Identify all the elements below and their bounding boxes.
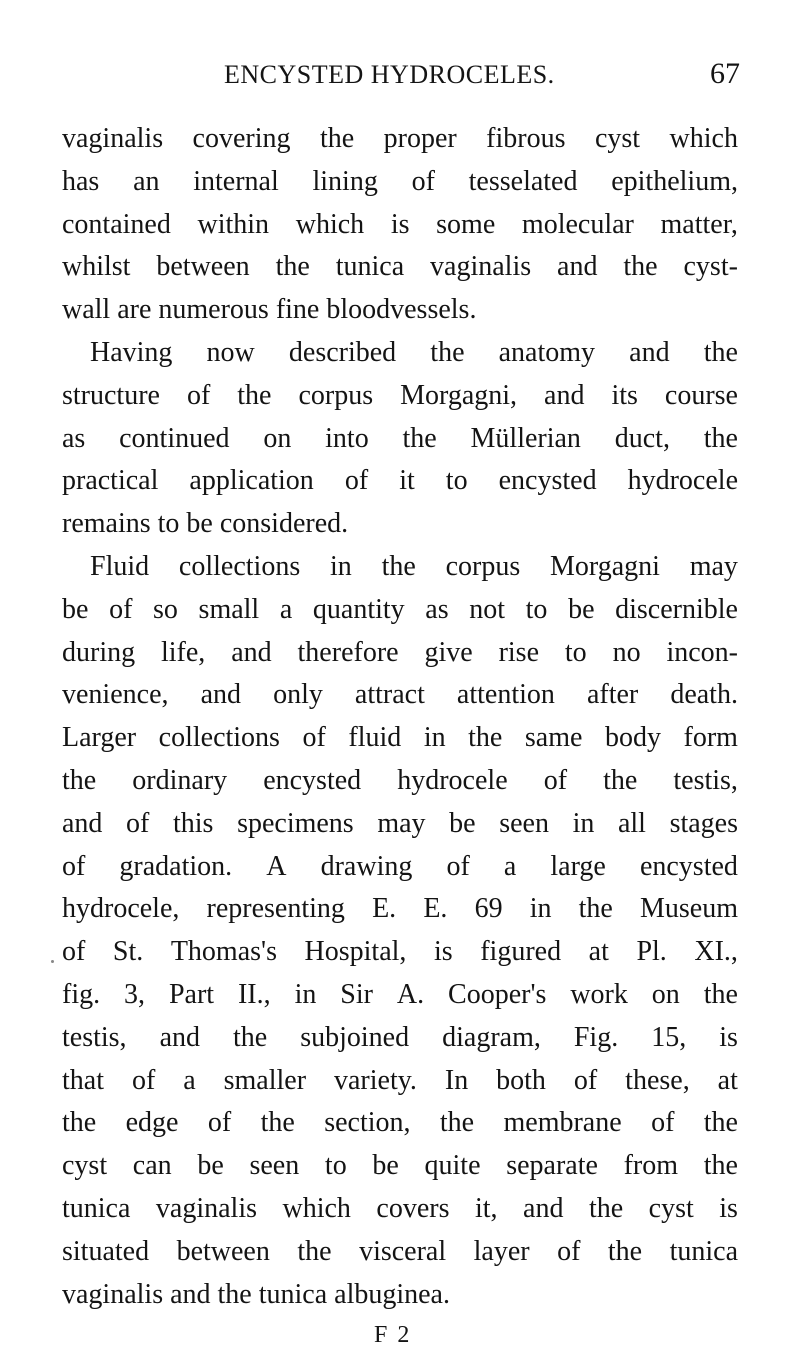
text-line: Fluid collections in the corpus Morgagni may xyxy=(90,550,738,582)
text-line: and of this specimens may be seen in all stages xyxy=(62,807,738,839)
text-line: remains to be considered. xyxy=(62,508,349,540)
page-number: 67 xyxy=(710,57,740,90)
text-line: contained within which is some molecular matter, xyxy=(62,208,738,240)
text-line: structure of the corpus Morgagni, and its course xyxy=(62,379,738,411)
text-line: be of so small a quantity as not to be discernible xyxy=(62,593,738,625)
text-line: practical application of it to encysted hydrocele xyxy=(62,465,738,497)
text-line: Having now described the anatomy and the xyxy=(90,336,738,368)
text-line: of St. Thomas's Hospital, is figured at Pl. XI., xyxy=(62,936,738,968)
text-line: vaginalis and the tunica albuginea. xyxy=(62,1278,450,1310)
running-head: ENCYSTED HYDROCELES. xyxy=(224,60,555,89)
text-line: during life, and therefore give rise to no incon- xyxy=(62,636,738,668)
text-line: hydrocele, representing E. E. 69 in the Museum xyxy=(62,893,738,925)
text-line: wall are numerous fine bloodvessels. xyxy=(62,294,477,326)
text-line: testis, and the subjoined diagram, Fig. 15, is xyxy=(62,1021,738,1053)
text-line: the edge of the section, the membrane of the xyxy=(62,1107,738,1139)
text-line: that of a smaller variety. In both of these, at xyxy=(62,1064,738,1096)
text-line: vaginalis covering the proper fibrous cyst which xyxy=(62,123,738,154)
text-line: of gradation. A drawing of a large encysted xyxy=(62,850,738,882)
text-line: situated between the visceral layer of the tunica xyxy=(62,1235,738,1267)
signature-mark: F 2 xyxy=(374,1322,412,1348)
text-line: has an internal lining of tesselated epithelium, xyxy=(62,165,738,197)
text-line: cyst can be seen to be quite separate from the xyxy=(62,1150,738,1182)
text-line: fig. 3, Part II., in Sir A. Cooper's work on the xyxy=(62,978,738,1010)
text-line: Larger collections of fluid in the same body form xyxy=(62,722,738,754)
text-line: the ordinary encysted hydrocele of the testis, xyxy=(62,764,738,796)
body-text xyxy=(62,118,738,1316)
paper-speck xyxy=(51,960,54,963)
text-line: whilst between the tunica vaginalis and the cyst- xyxy=(62,251,738,283)
text-line: tunica vaginalis which covers it, and the cyst is xyxy=(62,1192,738,1224)
text-line: as continued on into the Müllerian duct, the xyxy=(62,422,738,454)
text-line: venience, and only attract attention after death. xyxy=(62,679,738,711)
